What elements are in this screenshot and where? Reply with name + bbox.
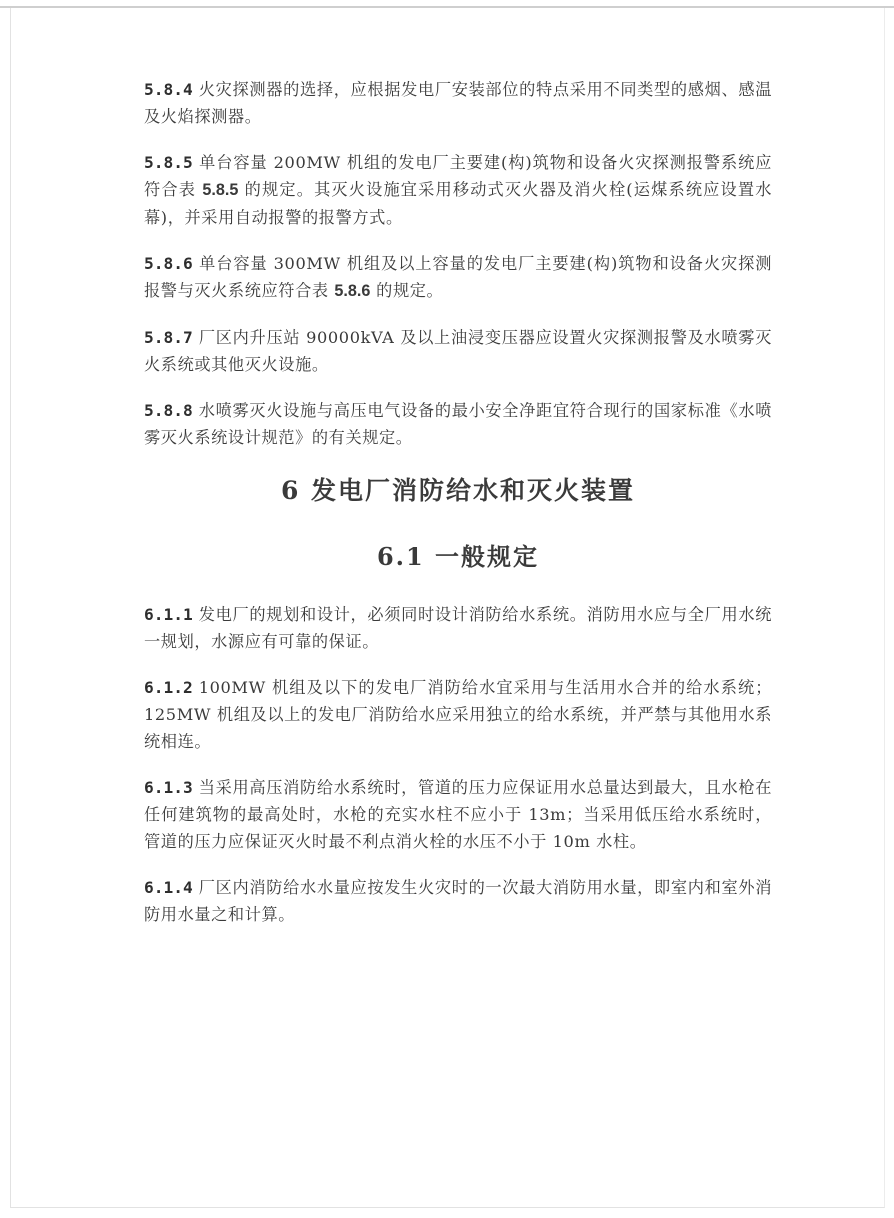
clause-text-cont: 的规定。 [370,281,444,300]
clause-text: 火灾探测器的选择，应根据发电厂安装部位的特点采用不同类型的感烟、感温及火焰探测器。 [144,80,772,126]
clause-6-1-3 [144,774,772,855]
clause-text: 水喷雾灭火设施与高压电气设备的最小安全净距宜符合现行的国家标准《水喷雾灭火系统设计规范》的有关规定。 [144,401,772,447]
clause-text: 100MW 机组及以下的发电厂消防给水宜采用与生活用水合并的给水系统；125MW 机组及以上的发电厂消防给水应采用独立的给水系统，并严禁与其他用水系统相连。 [144,678,772,751]
clause-number: 6.1.2 [144,678,193,697]
clause-text: 厂区内消防给水水量应按发生火灾时的一次最大消防用水量，即室内和室外消防用水量之和计算。 [144,878,772,924]
section-title: 6.1 一般规定 [376,542,540,571]
clause-text: 厂区内升压站 90000kVA 及以上油浸变压器应设置火灾探测报警及水喷雾灭火系统或其他灭火设施。 [144,328,772,374]
clause-number: 6.1.3 [144,778,193,797]
document-page [10,8,885,1208]
clause-number: 6.1.4 [144,878,193,897]
table-reference: 5.8.5 [202,181,239,199]
clause-text: 单台容量 200MW 机组的发电厂主要建(构)筑物和设备火灾探测报警系统应符合表 [144,153,772,199]
clause-number: 5.8.7 [144,328,193,347]
chapter-title: 6 发电厂消防给水和灭火装置 [280,476,636,505]
clause-6-1-2 [144,674,772,755]
clause-5-8-8 [144,397,772,451]
clause-number: 5.8.5 [144,153,193,172]
clause-6-1-4 [144,874,772,928]
clause-text: 单台容量 300MW 机组及以上容量的发电厂主要建(构)筑物和设备火灾探测报警与灭火系统应符合表 [144,254,772,300]
clause-6-1-1 [144,601,772,655]
clause-text: 当采用高压消防给水系统时，管道的压力应保证用水总量达到最大，且水枪在任何建筑物的最高处时，水枪的充实水柱不应小于 13m；当采用低压给水系统时，管道的压力应保证灭火时最不利点消火栓的水压不小于 10m 水柱。 [144,778,772,851]
clause-5-8-7 [144,324,772,378]
clause-5-8-5 [144,149,772,231]
clause-number: 5.8.8 [144,401,193,420]
page-content [144,76,772,947]
clause-number: 6.1.1 [144,605,193,624]
clause-5-8-6 [144,250,772,305]
table-reference: 5.8.6 [334,282,371,300]
clause-number: 5.8.4 [144,80,193,99]
clause-5-8-4 [144,76,772,130]
clause-number: 5.8.6 [144,254,193,273]
clause-text-cont: 的规定。其灭火设施宜采用移动式灭火器及消火栓(运煤系统应设置水幕)，并采用自动报警的报警方式。 [144,180,772,227]
clause-text: 发电厂的规划和设计，必须同时设计消防给水系统。消防用水应与全厂用水统一规划，水源应有可靠的保证。 [144,605,772,651]
